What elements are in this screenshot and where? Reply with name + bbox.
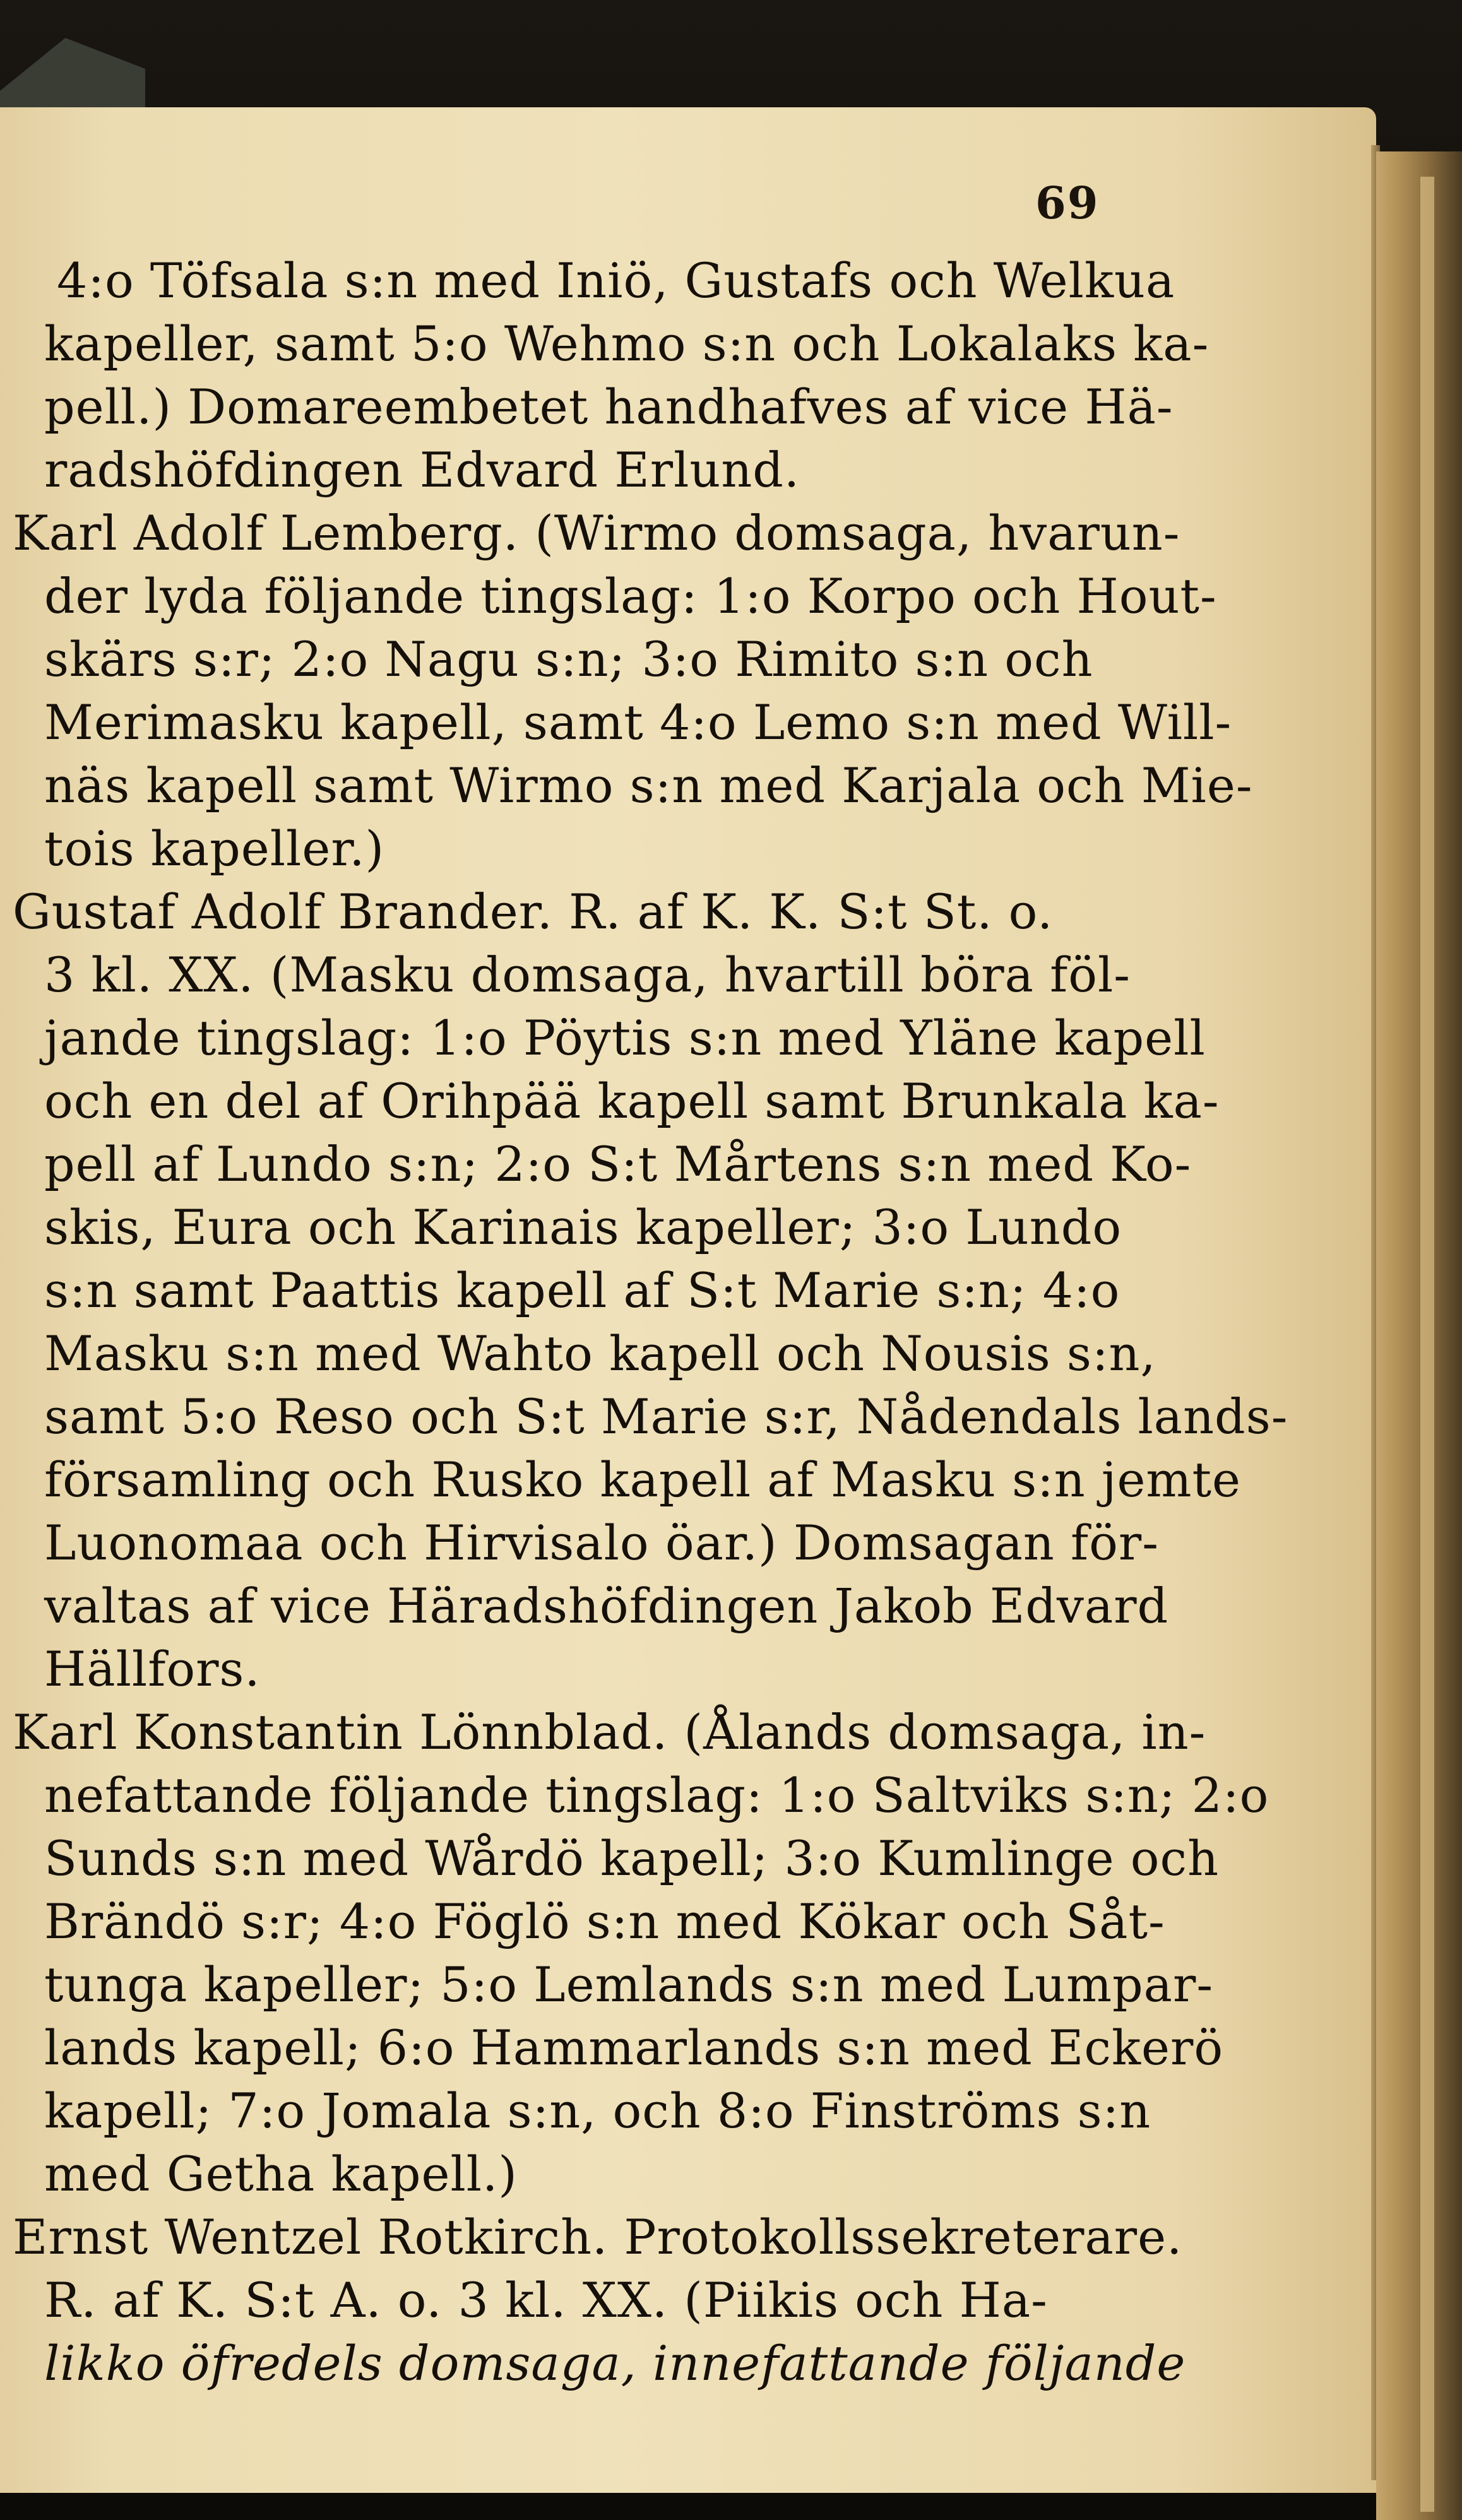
text-line: med Getha kapell.): [44, 2146, 518, 2202]
text-line: tois kapeller.): [44, 820, 385, 877]
text-line: radshöfdingen Edvard Erlund.: [44, 442, 800, 498]
text-line: tunga kapeller; 5:o Lemlands s:n med Lumpar-: [44, 1956, 1214, 2013]
text-line: nefattande följande tingslag: 1:o Saltviks s:n; 2:o: [44, 1767, 1269, 1823]
text-line: R. af K. S:t A. o. 3 kl. XX. (Piikis och Ha-: [44, 2272, 1048, 2328]
text-line: pell af Lundo s:n; 2:o S:t Mårtens s:n med Ko-: [44, 1136, 1192, 1192]
text-line: der lyda följande tingslag: 1:o Korpo och Hout-: [44, 568, 1217, 624]
text-line: Karl Adolf Lemberg. (Wirmo domsaga, hvarun-: [13, 505, 1180, 561]
text-line: jande tingslag: 1:o Pöytis s:n med Yläne kapell: [44, 1010, 1206, 1066]
text-line: likko öfredels domsaga, innefattande följande: [44, 2335, 1186, 2391]
text-line: Brändö s:r; 4:o Föglö s:n med Kökar och Såt-: [44, 1893, 1165, 1949]
text-line: Gustaf Adolf Brander. R. af K. K. S:t St. o.: [13, 884, 1054, 940]
text-line: lands kapell; 6:o Hammarlands s:n med Eckerö: [44, 2020, 1224, 2076]
text-line: Sunds s:n med Wårdö kapell; 3:o Kumlinge och: [44, 1830, 1220, 1886]
text-line: valtas af vice Häradshöfdingen Jakob Edvard: [44, 1578, 1169, 1634]
text-line: skärs s:r; 2:o Nagu s:n; 3:o Rimito s:n och: [44, 631, 1093, 687]
text-line: och en del af Orihpää kapell samt Brunkala ka-: [44, 1073, 1220, 1129]
text-line: Luonomaa och Hirvisalo öar.) Domsagan för-: [44, 1515, 1159, 1571]
page-stack-edge: [1376, 151, 1462, 2520]
text-line: Hällfors.: [44, 1641, 261, 1697]
text-line: 3 kl. XX. (Masku domsaga, hvartill böra föl-: [44, 947, 1131, 1003]
text-line: Merimasku kapell, samt 4:o Lemo s:n med Will-: [44, 694, 1232, 750]
text-line: kapeller, samt 5:o Wehmo s:n och Lokalaks ka-: [44, 316, 1209, 372]
text-line: näs kapell samt Wirmo s:n med Karjala och Mie-: [44, 757, 1253, 813]
text-line: 4:o Töfsala s:n med Iniö, Gustafs och Welkua: [57, 252, 1175, 309]
text-line: skis, Eura och Karinais kapeller; 3:o Lundo: [44, 1199, 1122, 1255]
text-line: samt 5:o Reso och S:t Marie s:r, Nådendals lands-: [44, 1388, 1288, 1445]
text-line: pell.) Domareembetet handhafves af vice Hä-: [44, 379, 1174, 435]
text-line: församling och Rusko kapell af Masku s:n jemte: [44, 1452, 1242, 1508]
text-line: kapell; 7:o Jomala s:n, och 8:o Finströms s:n: [44, 2083, 1151, 2139]
text-line: Masku s:n med Wahto kapell och Nousis s:n,: [44, 1325, 1156, 1381]
text-line: s:n samt Paattis kapell af S:t Marie s:n; 4:o: [44, 1262, 1120, 1318]
page-edge-highlight: [1420, 177, 1434, 2512]
page-number: 69: [1035, 177, 1100, 229]
text-line: Karl Konstantin Lönnblad. (Ålands domsaga, in-: [13, 1704, 1206, 1760]
text-line: Ernst Wentzel Rotkirch. Protokollssekreterare.: [13, 2209, 1183, 2265]
